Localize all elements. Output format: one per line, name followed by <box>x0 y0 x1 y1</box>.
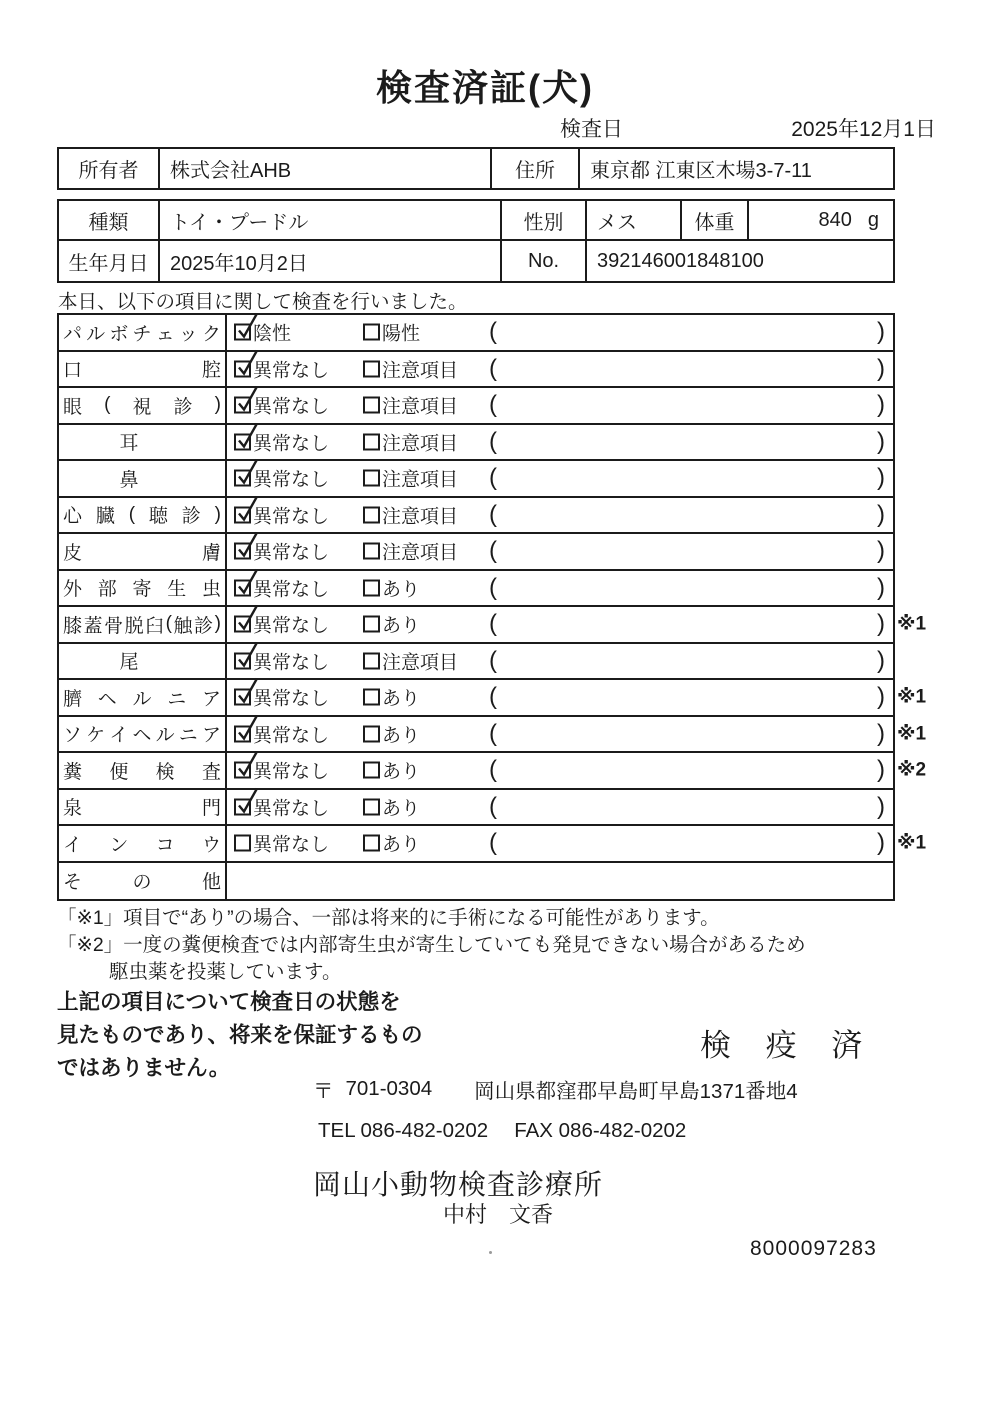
inspection-row <box>59 571 893 608</box>
sex-label: 性別 <box>502 201 587 239</box>
address-value: 東京都 江東区木場3-7-11 <box>590 160 812 182</box>
inspection-row <box>59 461 893 498</box>
disclaimer-line-1: 上記の項目について検査日の状態を <box>57 990 401 1014</box>
clinic-fax: FAX 086-482-0202 <box>514 1119 687 1142</box>
reference-mark: ※1 <box>897 832 927 854</box>
option-2-label: 注意項目 <box>382 396 459 418</box>
remarks-field <box>489 571 885 606</box>
footnote-1: 「※1」項目で“あり”の場合、一部は将来的に手術になる可能性があります。 <box>57 907 720 929</box>
checkbox-icon <box>363 762 380 779</box>
option-2-label: あり <box>382 761 421 783</box>
disclaimer-line-2: 見たものであり、将来を保証するもの <box>57 1023 423 1047</box>
paren-close: ) <box>877 756 885 784</box>
inspection-row-content <box>227 717 927 752</box>
checkbox-icon <box>234 835 251 852</box>
intro-text: 本日、以下の項目に関して検査を行いました。 <box>58 291 468 313</box>
inspection-item-label: 心 臓 ( 聴 診 ) <box>59 498 227 533</box>
checkbox-icon <box>363 835 380 852</box>
remarks-field <box>489 790 885 825</box>
paren-close: ) <box>877 573 885 601</box>
disclaimer-line-3: ではありません。 <box>57 1056 231 1080</box>
paren-open: ( <box>489 792 497 820</box>
result-option-2 <box>363 501 458 528</box>
paren-close: ) <box>877 683 885 711</box>
option-1-label: 異常なし <box>253 433 330 455</box>
result-option-1 <box>234 465 329 492</box>
checkbox-icon <box>234 506 251 523</box>
option-2-label: 陽性 <box>382 323 421 345</box>
reference-mark: ※2 <box>897 759 927 781</box>
inspection-row-content <box>227 826 927 861</box>
paren-open: ( <box>489 537 497 565</box>
page-title: 検査済証(犬) <box>376 67 594 108</box>
checkbox-icon <box>363 360 380 377</box>
inspection-row-content <box>227 863 893 900</box>
inspection-row-content <box>227 498 893 533</box>
option-1-label: 異常なし <box>253 834 330 856</box>
inspection-item-label: 皮 膚 <box>59 534 227 569</box>
inspection-item-label: 眼 ( 視 診 ) <box>59 388 227 423</box>
checkbox-icon <box>234 397 251 414</box>
checkbox-icon <box>363 725 380 742</box>
remarks-field <box>489 425 885 460</box>
result-option-2 <box>363 538 458 565</box>
owner-value: 株式会社AHB <box>160 149 492 188</box>
inspection-row-content <box>227 571 893 606</box>
option-1-label: 陰性 <box>253 323 292 345</box>
checkbox-icon <box>363 798 380 815</box>
checkbox-icon <box>363 689 380 706</box>
result-option-2 <box>363 793 420 820</box>
inspection-row <box>59 863 893 900</box>
result-option-1 <box>234 720 329 747</box>
inspection-row <box>59 680 927 717</box>
result-option-2 <box>363 319 420 346</box>
paren-open: ( <box>489 756 497 784</box>
result-option-2 <box>363 355 458 382</box>
option-2-label: 注意項目 <box>382 360 459 382</box>
birth-label: 生年月日 <box>59 241 160 281</box>
result-option-2 <box>363 428 458 455</box>
paren-close: ) <box>877 427 885 455</box>
inspection-item-label: ソ ケ イ ヘ ル ニ ア <box>59 717 227 752</box>
result-option-1 <box>234 501 329 528</box>
inspection-item-label: 耳 <box>59 425 227 460</box>
inspection-row <box>59 388 893 425</box>
postal-code: 701-0304 <box>345 1077 433 1100</box>
result-option-2 <box>363 611 420 638</box>
checkbox-icon <box>363 433 380 450</box>
option-2-label: あり <box>382 615 421 637</box>
exam-date-value: 2025年12月1日 <box>791 118 936 141</box>
scan-artifact-dot <box>489 1251 492 1254</box>
result-option-2 <box>363 830 420 857</box>
paren-close: ) <box>877 610 885 638</box>
checkbox-icon <box>234 689 251 706</box>
pet-info-table <box>57 199 895 283</box>
option-2-label: 注意項目 <box>382 506 459 528</box>
checkbox-icon <box>234 470 251 487</box>
remarks-field <box>489 388 885 423</box>
inspection-row-content <box>227 425 893 460</box>
paren-close: ) <box>877 719 885 747</box>
option-1-label: 異常なし <box>253 652 330 674</box>
inspection-row <box>59 425 893 462</box>
option-1-label: 異常なし <box>253 761 330 783</box>
inspection-item-label: 臍 ヘ ル ニ ア <box>59 680 227 715</box>
checkbox-icon <box>234 543 251 560</box>
inspection-item-label: 口 腔 <box>59 352 227 387</box>
clinic-address: 岡山県都窪郡早島町早島1371番地4 <box>474 1080 798 1103</box>
breed-value: トイ・プードル <box>160 201 502 239</box>
remarks-field <box>489 315 885 350</box>
inspection-row <box>59 534 893 571</box>
paren-close: ) <box>877 792 885 820</box>
inspection-row <box>59 498 893 535</box>
option-2-label: あり <box>382 579 421 601</box>
breed-label: 種類 <box>59 201 160 239</box>
postal-mark-icon: 〒 <box>313 1080 334 1103</box>
checkbox-icon <box>363 506 380 523</box>
weight-number: 840 <box>818 208 852 231</box>
option-2-label: あり <box>382 725 421 747</box>
veterinarian-name: 中村 文香 <box>443 1202 554 1227</box>
reference-mark: ※1 <box>897 723 927 745</box>
option-1-label: 異常なし <box>253 469 330 491</box>
option-2-label: 注意項目 <box>382 469 459 491</box>
paren-close: ) <box>877 354 885 382</box>
paren-open: ( <box>489 829 497 857</box>
result-option-1 <box>234 830 329 857</box>
checkbox-icon <box>234 360 251 377</box>
inspection-row <box>59 644 893 681</box>
remarks-field <box>489 826 885 861</box>
weight-label: 体重 <box>682 201 749 239</box>
option-1-label: 異常なし <box>253 615 330 637</box>
inspection-row-content <box>227 607 927 642</box>
result-option-1 <box>234 574 329 601</box>
option-2-label: あり <box>382 834 421 856</box>
paren-close: ) <box>877 500 885 528</box>
checkbox-icon <box>234 579 251 596</box>
inspection-row-content <box>227 534 893 569</box>
result-option-2 <box>363 465 458 492</box>
remarks-field <box>489 644 885 679</box>
remarks-field <box>489 717 885 752</box>
paren-close: ) <box>877 829 885 857</box>
remarks-field <box>489 461 885 496</box>
quarantine-stamp: 検 疫 済 <box>700 1028 876 1063</box>
inspection-row-content <box>227 315 893 350</box>
inspection-table <box>57 313 927 901</box>
result-option-1 <box>234 428 329 455</box>
paren-open: ( <box>489 427 497 455</box>
inspection-row <box>59 717 927 754</box>
sex-value: メス <box>587 201 682 239</box>
no-label: No. <box>502 241 587 281</box>
checkbox-icon <box>363 397 380 414</box>
option-1-label: 異常なし <box>253 579 330 601</box>
inspection-item-label: 膝 蓋 骨 脱 臼 ( 触 診 ) <box>59 607 227 642</box>
option-1-label: 異常なし <box>253 688 330 710</box>
result-option-2 <box>363 757 420 784</box>
paren-close: ) <box>877 391 885 419</box>
checkbox-icon <box>234 324 251 341</box>
inspection-item-label: パ ル ボ チ ェ ッ ク <box>59 315 227 350</box>
inspection-row <box>59 753 927 790</box>
result-option-2 <box>363 647 458 674</box>
paren-close: ) <box>877 646 885 674</box>
inspection-row-content <box>227 644 893 679</box>
paren-open: ( <box>489 610 497 638</box>
inspection-item-label: 泉 門 <box>59 790 227 825</box>
disclaimer-text <box>57 986 423 1085</box>
inspection-item-label: 鼻 <box>59 461 227 496</box>
inspection-row-content <box>227 753 927 788</box>
result-option-1 <box>234 757 329 784</box>
result-option-2 <box>363 720 420 747</box>
birth-value: 2025年10月2日 <box>160 241 502 281</box>
option-2-label: あり <box>382 688 421 710</box>
clinic-tel: TEL 086-482-0202 <box>318 1119 489 1142</box>
inspection-item-label: 外 部 寄 生 虫 <box>59 571 227 606</box>
paren-open: ( <box>489 719 497 747</box>
result-option-1 <box>234 611 329 638</box>
paren-open: ( <box>489 683 497 711</box>
option-1-label: 異常なし <box>253 798 330 820</box>
checkbox-icon <box>363 616 380 633</box>
paren-open: ( <box>489 318 497 346</box>
checkbox-icon <box>234 616 251 633</box>
option-1-label: 異常なし <box>253 725 330 747</box>
inspection-row-content <box>227 461 893 496</box>
checkbox-icon <box>363 324 380 341</box>
checkbox-icon <box>234 762 251 779</box>
inspection-row <box>59 790 893 827</box>
weight-value <box>749 201 893 239</box>
result-option-1 <box>234 684 329 711</box>
paren-open: ( <box>489 573 497 601</box>
result-option-1 <box>234 392 329 419</box>
inspection-item-label: 糞 便 検 査 <box>59 753 227 788</box>
clinic-postal-line <box>313 1074 798 1104</box>
result-option-1 <box>234 647 329 674</box>
clinic-contact-line <box>318 1119 686 1143</box>
result-option-1 <box>234 538 329 565</box>
inspection-item-label: イ ン コ ウ <box>59 826 227 861</box>
inspection-row <box>59 352 893 389</box>
paren-close: ) <box>877 537 885 565</box>
result-option-2 <box>363 684 420 711</box>
paren-open: ( <box>489 464 497 492</box>
remarks-field <box>489 534 885 569</box>
inspection-item-label: 尾 <box>59 644 227 679</box>
serial-number: 8000097283 <box>750 1237 877 1260</box>
option-2-label: 注意項目 <box>382 652 459 674</box>
option-1-label: 異常なし <box>253 542 330 564</box>
weight-unit: g <box>867 208 879 231</box>
inspection-row-content <box>227 790 893 825</box>
footnotes <box>57 905 806 986</box>
option-2-label: あり <box>382 798 421 820</box>
no-value: 392146001848100 <box>597 249 764 272</box>
remarks-field <box>489 498 885 533</box>
inspection-row-content <box>227 388 893 423</box>
checkbox-icon <box>363 470 380 487</box>
paren-open: ( <box>489 646 497 674</box>
paren-open: ( <box>489 500 497 528</box>
owner-label: 所有者 <box>59 149 160 188</box>
inspection-row-content <box>227 352 893 387</box>
remarks-field <box>489 680 885 715</box>
inspection-item-label: そ の 他 <box>59 863 227 900</box>
option-1-label: 異常なし <box>253 396 330 418</box>
inspection-row-content <box>227 680 927 715</box>
option-1-label: 異常なし <box>253 360 330 382</box>
paren-close: ) <box>877 464 885 492</box>
reference-mark: ※1 <box>897 686 927 708</box>
result-option-1 <box>234 793 329 820</box>
exam-date-label: 検査日 <box>560 118 623 141</box>
checkbox-icon <box>234 725 251 742</box>
footnote-2-continued: 駆虫薬を投薬しています。 <box>109 961 342 983</box>
reference-mark: ※1 <box>897 613 927 635</box>
clinic-name: 岡山小動物検査診療所 <box>313 1169 604 1200</box>
exam-date-row <box>560 113 936 143</box>
checkbox-icon <box>363 543 380 560</box>
address-label: 住所 <box>492 149 580 188</box>
checkbox-icon <box>234 433 251 450</box>
inspection-row <box>59 826 927 863</box>
remarks-field <box>489 607 885 642</box>
result-option-2 <box>363 574 420 601</box>
result-option-1 <box>234 355 329 382</box>
checkbox-icon <box>363 652 380 669</box>
paren-open: ( <box>489 391 497 419</box>
inspection-row <box>59 315 893 352</box>
inspection-row <box>59 607 927 644</box>
checkbox-icon <box>363 579 380 596</box>
option-2-label: 注意項目 <box>382 542 459 564</box>
footnote-2: 「※2」一度の糞便検査では内部寄生虫が寄生していても発見できない場合があるため <box>57 934 806 956</box>
result-option-1 <box>234 319 291 346</box>
paren-open: ( <box>489 354 497 382</box>
option-1-label: 異常なし <box>253 506 330 528</box>
owner-table <box>57 147 895 190</box>
remarks-field <box>489 352 885 387</box>
remarks-field <box>489 753 885 788</box>
option-2-label: 注意項目 <box>382 433 459 455</box>
checkbox-icon <box>234 652 251 669</box>
paren-close: ) <box>877 318 885 346</box>
result-option-2 <box>363 392 458 419</box>
checkbox-icon <box>234 798 251 815</box>
